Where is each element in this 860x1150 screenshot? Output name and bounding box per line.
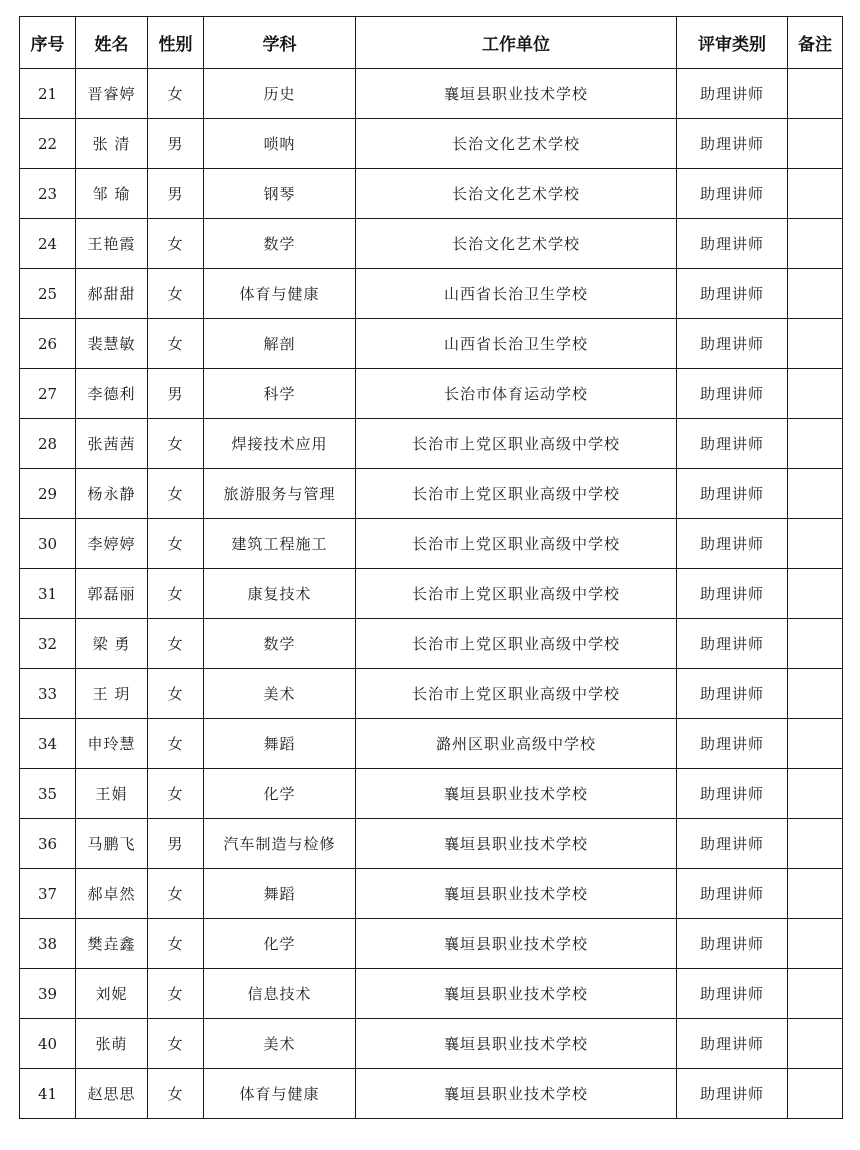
cell-name: 李德利: [76, 369, 148, 419]
cell-work-unit: 襄垣县职业技术学校: [356, 869, 677, 919]
cell-review-category: 助理讲师: [677, 519, 788, 569]
cell-work-unit: 襄垣县职业技术学校: [356, 819, 677, 869]
header-remarks: 备注: [788, 17, 843, 69]
cell-serial-number: 31: [20, 569, 76, 619]
cell-name: 杨永静: [76, 469, 148, 519]
cell-gender: 男: [148, 819, 204, 869]
cell-subject: 汽车制造与检修: [204, 819, 356, 869]
cell-name: 刘妮: [76, 969, 148, 1019]
cell-review-category: 助理讲师: [677, 769, 788, 819]
cell-subject: 科学: [204, 369, 356, 419]
cell-gender: 女: [148, 469, 204, 519]
cell-remarks: [788, 169, 843, 219]
cell-serial-number: 40: [20, 1019, 76, 1069]
cell-name: 张 清: [76, 119, 148, 169]
cell-gender: 男: [148, 369, 204, 419]
cell-serial-number: 39: [20, 969, 76, 1019]
header-work-unit: 工作单位: [356, 17, 677, 69]
cell-gender: 女: [148, 619, 204, 669]
cell-subject: 建筑工程施工: [204, 519, 356, 569]
cell-remarks: [788, 569, 843, 619]
cell-name: 赵思思: [76, 1069, 148, 1119]
cell-remarks: [788, 1019, 843, 1069]
cell-work-unit: 长治文化艺术学校: [356, 119, 677, 169]
cell-gender: 女: [148, 869, 204, 919]
cell-name: 马鹏飞: [76, 819, 148, 869]
cell-subject: 体育与健康: [204, 1069, 356, 1119]
cell-review-category: 助理讲师: [677, 1069, 788, 1119]
cell-remarks: [788, 969, 843, 1019]
cell-serial-number: 25: [20, 269, 76, 319]
cell-gender: 女: [148, 519, 204, 569]
cell-name: 郝甜甜: [76, 269, 148, 319]
table-row: [20, 819, 843, 869]
cell-review-category: 助理讲师: [677, 1019, 788, 1069]
cell-serial-number: 32: [20, 619, 76, 669]
cell-name: 邹 瑜: [76, 169, 148, 219]
cell-gender: 女: [148, 969, 204, 1019]
cell-name: 樊垚鑫: [76, 919, 148, 969]
cell-review-category: 助理讲师: [677, 919, 788, 969]
cell-remarks: [788, 519, 843, 569]
cell-review-category: 助理讲师: [677, 469, 788, 519]
cell-gender: 女: [148, 69, 204, 119]
cell-review-category: 助理讲师: [677, 369, 788, 419]
cell-work-unit: 襄垣县职业技术学校: [356, 69, 677, 119]
cell-gender: 女: [148, 319, 204, 369]
cell-review-category: 助理讲师: [677, 669, 788, 719]
cell-review-category: 助理讲师: [677, 169, 788, 219]
cell-review-category: 助理讲师: [677, 619, 788, 669]
table-row: [20, 719, 843, 769]
table-row: [20, 769, 843, 819]
cell-remarks: [788, 369, 843, 419]
cell-review-category: 助理讲师: [677, 319, 788, 369]
cell-gender: 女: [148, 719, 204, 769]
cell-gender: 女: [148, 919, 204, 969]
table-row: [20, 1069, 843, 1119]
cell-work-unit: 长治市上党区职业高级中学校: [356, 569, 677, 619]
cell-remarks: [788, 1069, 843, 1119]
cell-serial-number: 30: [20, 519, 76, 569]
cell-gender: 女: [148, 1019, 204, 1069]
cell-work-unit: 襄垣县职业技术学校: [356, 769, 677, 819]
table-row: [20, 219, 843, 269]
table-row: [20, 1019, 843, 1069]
cell-remarks: [788, 719, 843, 769]
cell-work-unit: 山西省长治卫生学校: [356, 269, 677, 319]
cell-name: 郝卓然: [76, 869, 148, 919]
cell-gender: 女: [148, 569, 204, 619]
table-row: [20, 319, 843, 369]
cell-work-unit: 长治市上党区职业高级中学校: [356, 469, 677, 519]
cell-subject: 解剖: [204, 319, 356, 369]
cell-review-category: 助理讲师: [677, 119, 788, 169]
table-row: [20, 119, 843, 169]
cell-name: 王 玥: [76, 669, 148, 719]
cell-gender: 男: [148, 169, 204, 219]
cell-subject: 舞蹈: [204, 869, 356, 919]
table-row: [20, 619, 843, 669]
cell-remarks: [788, 669, 843, 719]
cell-subject: 舞蹈: [204, 719, 356, 769]
cell-name: 李婷婷: [76, 519, 148, 569]
cell-remarks: [788, 69, 843, 119]
cell-name: 裴慧敏: [76, 319, 148, 369]
table-row: [20, 419, 843, 469]
cell-serial-number: 36: [20, 819, 76, 869]
cell-serial-number: 28: [20, 419, 76, 469]
cell-name: 张茜茜: [76, 419, 148, 469]
cell-name: 张萌: [76, 1019, 148, 1069]
cell-remarks: [788, 319, 843, 369]
cell-work-unit: 长治文化艺术学校: [356, 169, 677, 219]
cell-gender: 女: [148, 769, 204, 819]
cell-work-unit: 襄垣县职业技术学校: [356, 1019, 677, 1069]
table-row: [20, 469, 843, 519]
cell-name: 梁 勇: [76, 619, 148, 669]
cell-remarks: [788, 269, 843, 319]
cell-subject: 化学: [204, 919, 356, 969]
cell-serial-number: 26: [20, 319, 76, 369]
cell-gender: 女: [148, 419, 204, 469]
cell-remarks: [788, 469, 843, 519]
cell-remarks: [788, 619, 843, 669]
table-row: [20, 169, 843, 219]
table-row: [20, 269, 843, 319]
cell-serial-number: 35: [20, 769, 76, 819]
cell-subject: 数学: [204, 219, 356, 269]
cell-gender: 女: [148, 669, 204, 719]
cell-work-unit: 潞州区职业高级中学校: [356, 719, 677, 769]
cell-serial-number: 21: [20, 69, 76, 119]
cell-remarks: [788, 819, 843, 869]
cell-serial-number: 38: [20, 919, 76, 969]
cell-serial-number: 27: [20, 369, 76, 419]
cell-work-unit: 襄垣县职业技术学校: [356, 969, 677, 1019]
cell-work-unit: 山西省长治卫生学校: [356, 319, 677, 369]
cell-review-category: 助理讲师: [677, 69, 788, 119]
cell-gender: 女: [148, 269, 204, 319]
cell-subject: 钢琴: [204, 169, 356, 219]
cell-review-category: 助理讲师: [677, 419, 788, 469]
cell-remarks: [788, 869, 843, 919]
table-row: [20, 69, 843, 119]
cell-subject: 数学: [204, 619, 356, 669]
cell-gender: 男: [148, 119, 204, 169]
cell-serial-number: 23: [20, 169, 76, 219]
cell-work-unit: 襄垣县职业技术学校: [356, 919, 677, 969]
cell-serial-number: 41: [20, 1069, 76, 1119]
table-row: [20, 569, 843, 619]
cell-name: 郭磊丽: [76, 569, 148, 619]
cell-work-unit: 长治市上党区职业高级中学校: [356, 419, 677, 469]
cell-review-category: 助理讲师: [677, 219, 788, 269]
cell-remarks: [788, 919, 843, 969]
cell-serial-number: 24: [20, 219, 76, 269]
cell-name: 王艳霞: [76, 219, 148, 269]
cell-review-category: 助理讲师: [677, 969, 788, 1019]
header-gender: 性别: [148, 17, 204, 69]
cell-serial-number: 34: [20, 719, 76, 769]
cell-remarks: [788, 769, 843, 819]
cell-subject: 美术: [204, 1019, 356, 1069]
cell-name: 申玲慧: [76, 719, 148, 769]
table-body: [20, 69, 843, 1119]
cell-serial-number: 22: [20, 119, 76, 169]
table-row: [20, 969, 843, 1019]
cell-remarks: [788, 119, 843, 169]
cell-subject: 焊接技术应用: [204, 419, 356, 469]
cell-name: 晋睿婷: [76, 69, 148, 119]
cell-review-category: 助理讲师: [677, 569, 788, 619]
cell-work-unit: 长治文化艺术学校: [356, 219, 677, 269]
cell-review-category: 助理讲师: [677, 819, 788, 869]
cell-subject: 美术: [204, 669, 356, 719]
table-row: [20, 869, 843, 919]
cell-work-unit: 长治市体育运动学校: [356, 369, 677, 419]
table-row: [20, 369, 843, 419]
cell-subject: 历史: [204, 69, 356, 119]
header-review-category: 评审类别: [677, 17, 788, 69]
cell-review-category: 助理讲师: [677, 719, 788, 769]
cell-work-unit: 长治市上党区职业高级中学校: [356, 669, 677, 719]
table-row: [20, 669, 843, 719]
cell-review-category: 助理讲师: [677, 869, 788, 919]
cell-serial-number: 37: [20, 869, 76, 919]
cell-work-unit: 襄垣县职业技术学校: [356, 1069, 677, 1119]
cell-gender: 女: [148, 1069, 204, 1119]
cell-subject: 信息技术: [204, 969, 356, 1019]
cell-subject: 体育与健康: [204, 269, 356, 319]
cell-subject: 旅游服务与管理: [204, 469, 356, 519]
cell-gender: 女: [148, 219, 204, 269]
header-name: 姓名: [76, 17, 148, 69]
table-header-row: [20, 17, 843, 69]
cell-subject: 唢呐: [204, 119, 356, 169]
cell-subject: 化学: [204, 769, 356, 819]
cell-review-category: 助理讲师: [677, 269, 788, 319]
cell-remarks: [788, 219, 843, 269]
cell-name: 王娟: [76, 769, 148, 819]
cell-subject: 康复技术: [204, 569, 356, 619]
roster-table: [19, 16, 843, 1119]
cell-serial-number: 33: [20, 669, 76, 719]
table-row: [20, 519, 843, 569]
cell-remarks: [788, 419, 843, 469]
header-subject: 学科: [204, 17, 356, 69]
cell-work-unit: 长治市上党区职业高级中学校: [356, 619, 677, 669]
cell-work-unit: 长治市上党区职业高级中学校: [356, 519, 677, 569]
cell-serial-number: 29: [20, 469, 76, 519]
table-row: [20, 919, 843, 969]
header-serial-number: 序号: [20, 17, 76, 69]
